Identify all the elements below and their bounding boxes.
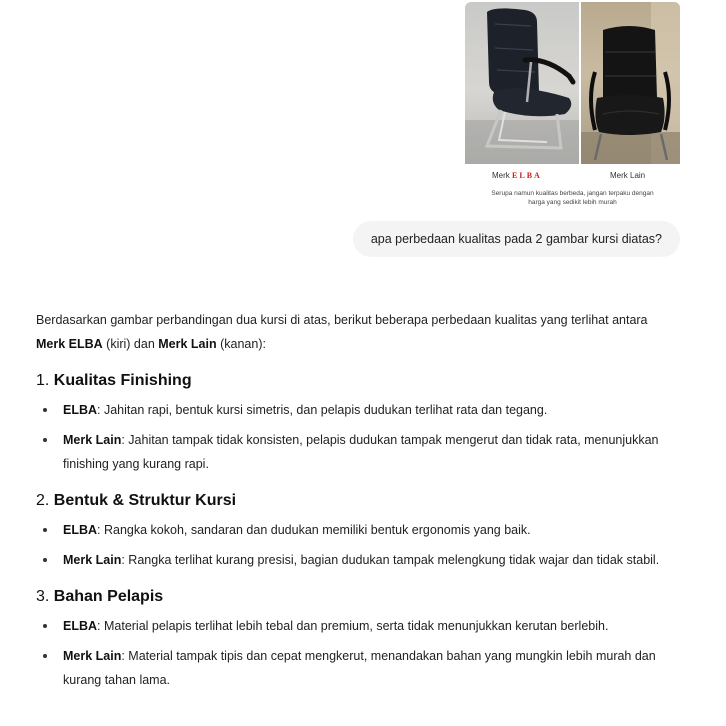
user-message-bubble: apa perbedaan kualitas pada 2 gambar kursi diatas? [353,221,680,257]
section-title-material: 3. Bahan Pelapis [36,588,164,605]
assistant-response [36,308,676,698]
image-note: Serupa namun kualitas berbeda, jangan terpaku dengan harga yang sedikit lebih murah [491,190,654,206]
section-list-finishing [36,398,676,476]
section-list-structure [36,518,676,572]
response-intro: Berdasarkan gambar perbandingan dua kursi di atas, berikut beberapa perbedaan kualitas yang terlihat antara Merk ELBA (kiri) dan Merk Lain (kanan): [36,313,648,351]
list-item: Merk Lain: Jahitan tampak tidak konsisten, pelapis dudukan tampak mengerut dan tidak rata, menunjukkan finishing yang kurang rapi. [36,428,668,476]
list-item: Merk Lain: Material tampak tipis dan cepat mengkerut, menandakan bahan yang mungkin lebih murah dan kurang tahan lama. [36,644,668,692]
list-item: ELBA: Rangka kokoh, sandaran dan dudukan memiliki bentuk ergonomis yang baik. [36,518,668,542]
section-title-finishing: 1. Kualitas Finishing [36,372,192,389]
section-list-material [36,614,676,692]
list-item: ELBA: Material pelapis terlihat lebih tebal dan premium, serta tidak menunjukkan kerutan berlebih. [36,614,668,638]
chair-photo-elba [465,2,579,164]
chair-photo-other [581,2,680,164]
brand-elba-logo: ELBA [512,171,542,180]
caption-other: Merk Lain [610,171,646,180]
list-item: ELBA: Jahitan rapi, bentuk kursi simetris, dan pelapis dudukan terlihat rata dan tegang. [36,398,668,422]
caption-elba: Merk ELBA [492,171,542,180]
list-item: Merk Lain: Rangka terlihat kurang presisi, bagian dudukan tampak melengkung tidak wajar dan tidak stabil. [36,548,668,572]
section-title-structure: 2. Bentuk & Struktur Kursi [36,492,237,509]
user-attached-image[interactable] [465,2,680,214]
